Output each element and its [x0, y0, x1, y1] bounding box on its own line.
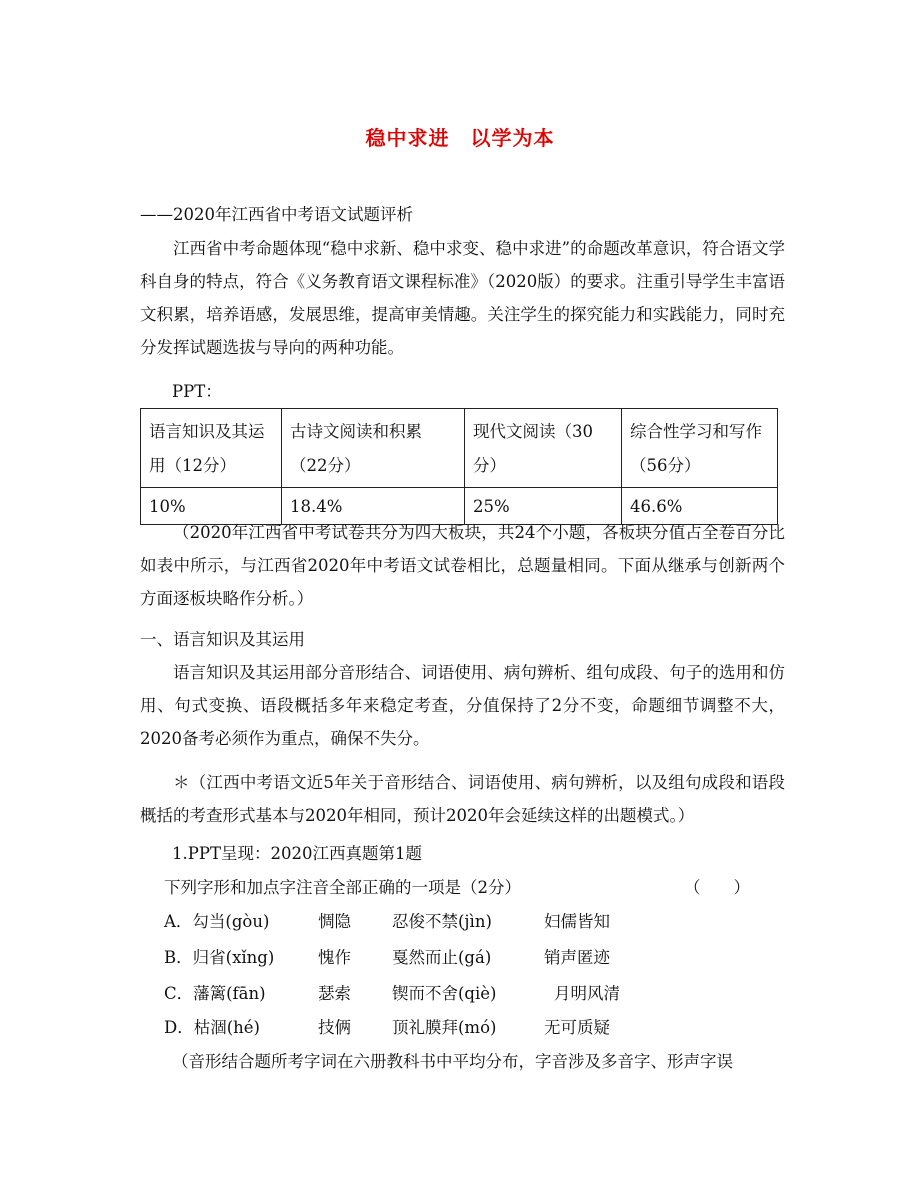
option-c-word2: 瑟索	[318, 984, 351, 1003]
option-c-word4: 月明风清	[554, 984, 620, 1003]
table-header-cell: 语言知识及其运用（12分）	[141, 409, 282, 488]
option-b-word2: 愧作	[318, 948, 351, 967]
document-title: 稳中求进 以学为本	[365, 126, 555, 150]
option-a-word2: 惆隐	[318, 912, 351, 931]
answer-blank: （ ）	[684, 878, 750, 897]
option-c-word3: 锲而不舍(qiè)	[392, 984, 497, 1003]
ppt-label: PPT：	[172, 382, 222, 401]
option-a-word3: 忍俊不禁(jìn)	[392, 912, 492, 931]
table-header-cell: 综合性学习和写作（56分）	[622, 409, 778, 488]
section1-note: ＊（江西中考语文近5年关于音形结合、词语使用、病句辨析，以及组句成段和语段概括的考查形式基本与2020年相同，预计2020年会延续这样的出题模式。）	[140, 773, 785, 825]
question-stem: 下列字形和加点字注音全部正确的一项是（2分）	[164, 878, 521, 897]
score-table	[140, 408, 778, 525]
option-d-word3: 顶礼膜拜(mó)	[392, 1018, 497, 1037]
table-header-cell: 古诗文阅读和积累（22分）	[282, 409, 465, 488]
intro-paragraph: 江西省中考命题体现“稳中求新、稳中求变、稳中求进”的命题改革意识，符合语文学科自身的特点，符合《义务教育语文课程标准》（2020版）的要求。注重引导学生丰富语文积累，培养语感，发展思维，提高审美情趣。关注学生的探究能力和实践能力，同时充分发挥试题选拔与导向的两种功能。	[140, 239, 785, 357]
table-value-cell: 46.6%	[622, 488, 778, 525]
table-header-cell: 现代文阅读（30分）	[465, 409, 622, 488]
table-value-cell: 10%	[141, 488, 282, 525]
option-b-word4: 销声匿迹	[544, 948, 610, 967]
section1-heading: 一、语言知识及其运用	[140, 630, 305, 649]
table-row	[141, 409, 778, 488]
option-b-word3: 戛然而止(gá)	[392, 948, 492, 967]
document-subtitle: ——2020年江西省中考语文试题评析	[140, 205, 413, 224]
option-a-word4: 妇儒皆知	[544, 912, 610, 931]
option-a-label: A．勾当(gòu)	[164, 912, 270, 931]
section1-paragraph: 语言知识及其运用部分音形结合、词语使用、病句辨析、组句成段、句子的选用和仿用、句式变换、语段概括多年来稳定考查，分值保持了2分不变，命题细节调整不大，2020备考必须作为重点，确保不失分。	[140, 663, 785, 748]
closing-line: （音形结合题所考字词在六册教科书中平均分布，字音涉及多音字、形声字误	[172, 1052, 733, 1071]
table-value-cell: 18.4%	[282, 488, 465, 525]
option-d-label: D．枯涸(hé)	[164, 1018, 260, 1037]
table-note: （2020年江西省中考试卷共分为四大板块，共24个小题，各板块分值占全卷百分比如表中所示，与江西省2020年中考语文试卷相比，总题量相同。下面从继承与创新两个方面逐板块略作分析。）	[140, 523, 785, 608]
ppt-item: 1.PPT呈现：2020江西真题第1题	[172, 844, 422, 863]
option-d-word4: 无可质疑	[544, 1018, 610, 1037]
option-d-word2: 技俩	[318, 1018, 351, 1037]
table-value-cell: 25%	[465, 488, 622, 525]
option-c-label: C．藩篱(fān)	[164, 984, 266, 1003]
option-b-label: B．归省(xǐng)	[164, 948, 275, 967]
